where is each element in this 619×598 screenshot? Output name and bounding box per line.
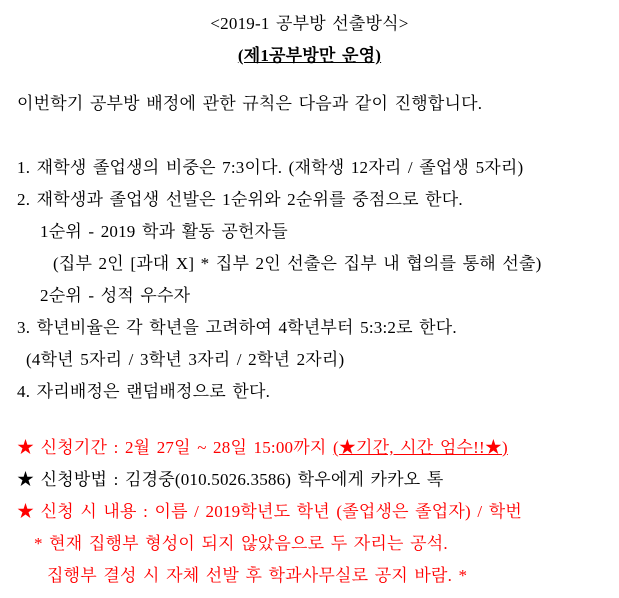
- rule-line-3: 3. 학년비율은 각 학년을 고려하여 4학년부터 5:3:2로 한다.: [17, 318, 457, 337]
- intro-paragraph: 이번학기 공부방 배정에 관한 규칙은 다음과 같이 진행합니다.: [17, 94, 483, 113]
- notice-application-period: [0, 432, 619, 464]
- document-title: <2019-1 공부방 선출방식>: [210, 14, 409, 33]
- rule-line-1: 1. 재학생 졸업생의 비중은 7:3이다. (재학생 12자리 / 졸업생 5자리): [17, 158, 524, 177]
- rule-line-2: 2. 재학생과 졸업생 선발은 1순위와 2순위를 중점으로 한다.: [17, 190, 463, 209]
- spacer: [0, 72, 619, 88]
- rule-line-2-priority1: 1순위 - 2019 학과 활동 공헌자들: [40, 222, 288, 241]
- document-subtitle-text: (제1공부방만 운영): [237, 46, 382, 65]
- notice-application-period-emphasis: (★기간, 시간 엄수!!★): [332, 438, 508, 457]
- spacer: [0, 120, 619, 152]
- rule-line-4: 4. 자리배정은 랜덤배정으로 한다.: [17, 382, 271, 401]
- spacer: [0, 408, 619, 432]
- rule-line-3-note: (4학년 5자리 / 3학년 3자리 / 2학년 2자리): [26, 350, 345, 369]
- notice-application-method: ★ 신청방법 : 김경중(010.5026.3586) 학우에게 카카오 톡: [17, 470, 444, 489]
- notice-vacancy-note-2: 집행부 결성 시 자체 선발 후 학과사무실로 공지 바람. *: [47, 566, 468, 585]
- rule-line-2-priority1-note: (집부 2인 [과대 X] * 집부 2인 선출은 집부 내 협의를 통해 선출): [53, 254, 542, 273]
- notice-application-content: ★ 신청 시 내용 : 이름 / 2019학년도 학년 (졸업생은 졸업자) / 학번: [17, 502, 522, 521]
- notice-vacancy-note-1: * 현재 집행부 형성이 되지 않았음으로 두 자리는 공석.: [34, 534, 448, 553]
- rule-line-2-priority2: 2순위 - 성적 우수자: [40, 286, 191, 305]
- notice-application-period-label: ★ 신청기간 : 2월 27일 ~ 28일 15:00까지: [17, 438, 333, 457]
- document-subtitle: [0, 40, 619, 72]
